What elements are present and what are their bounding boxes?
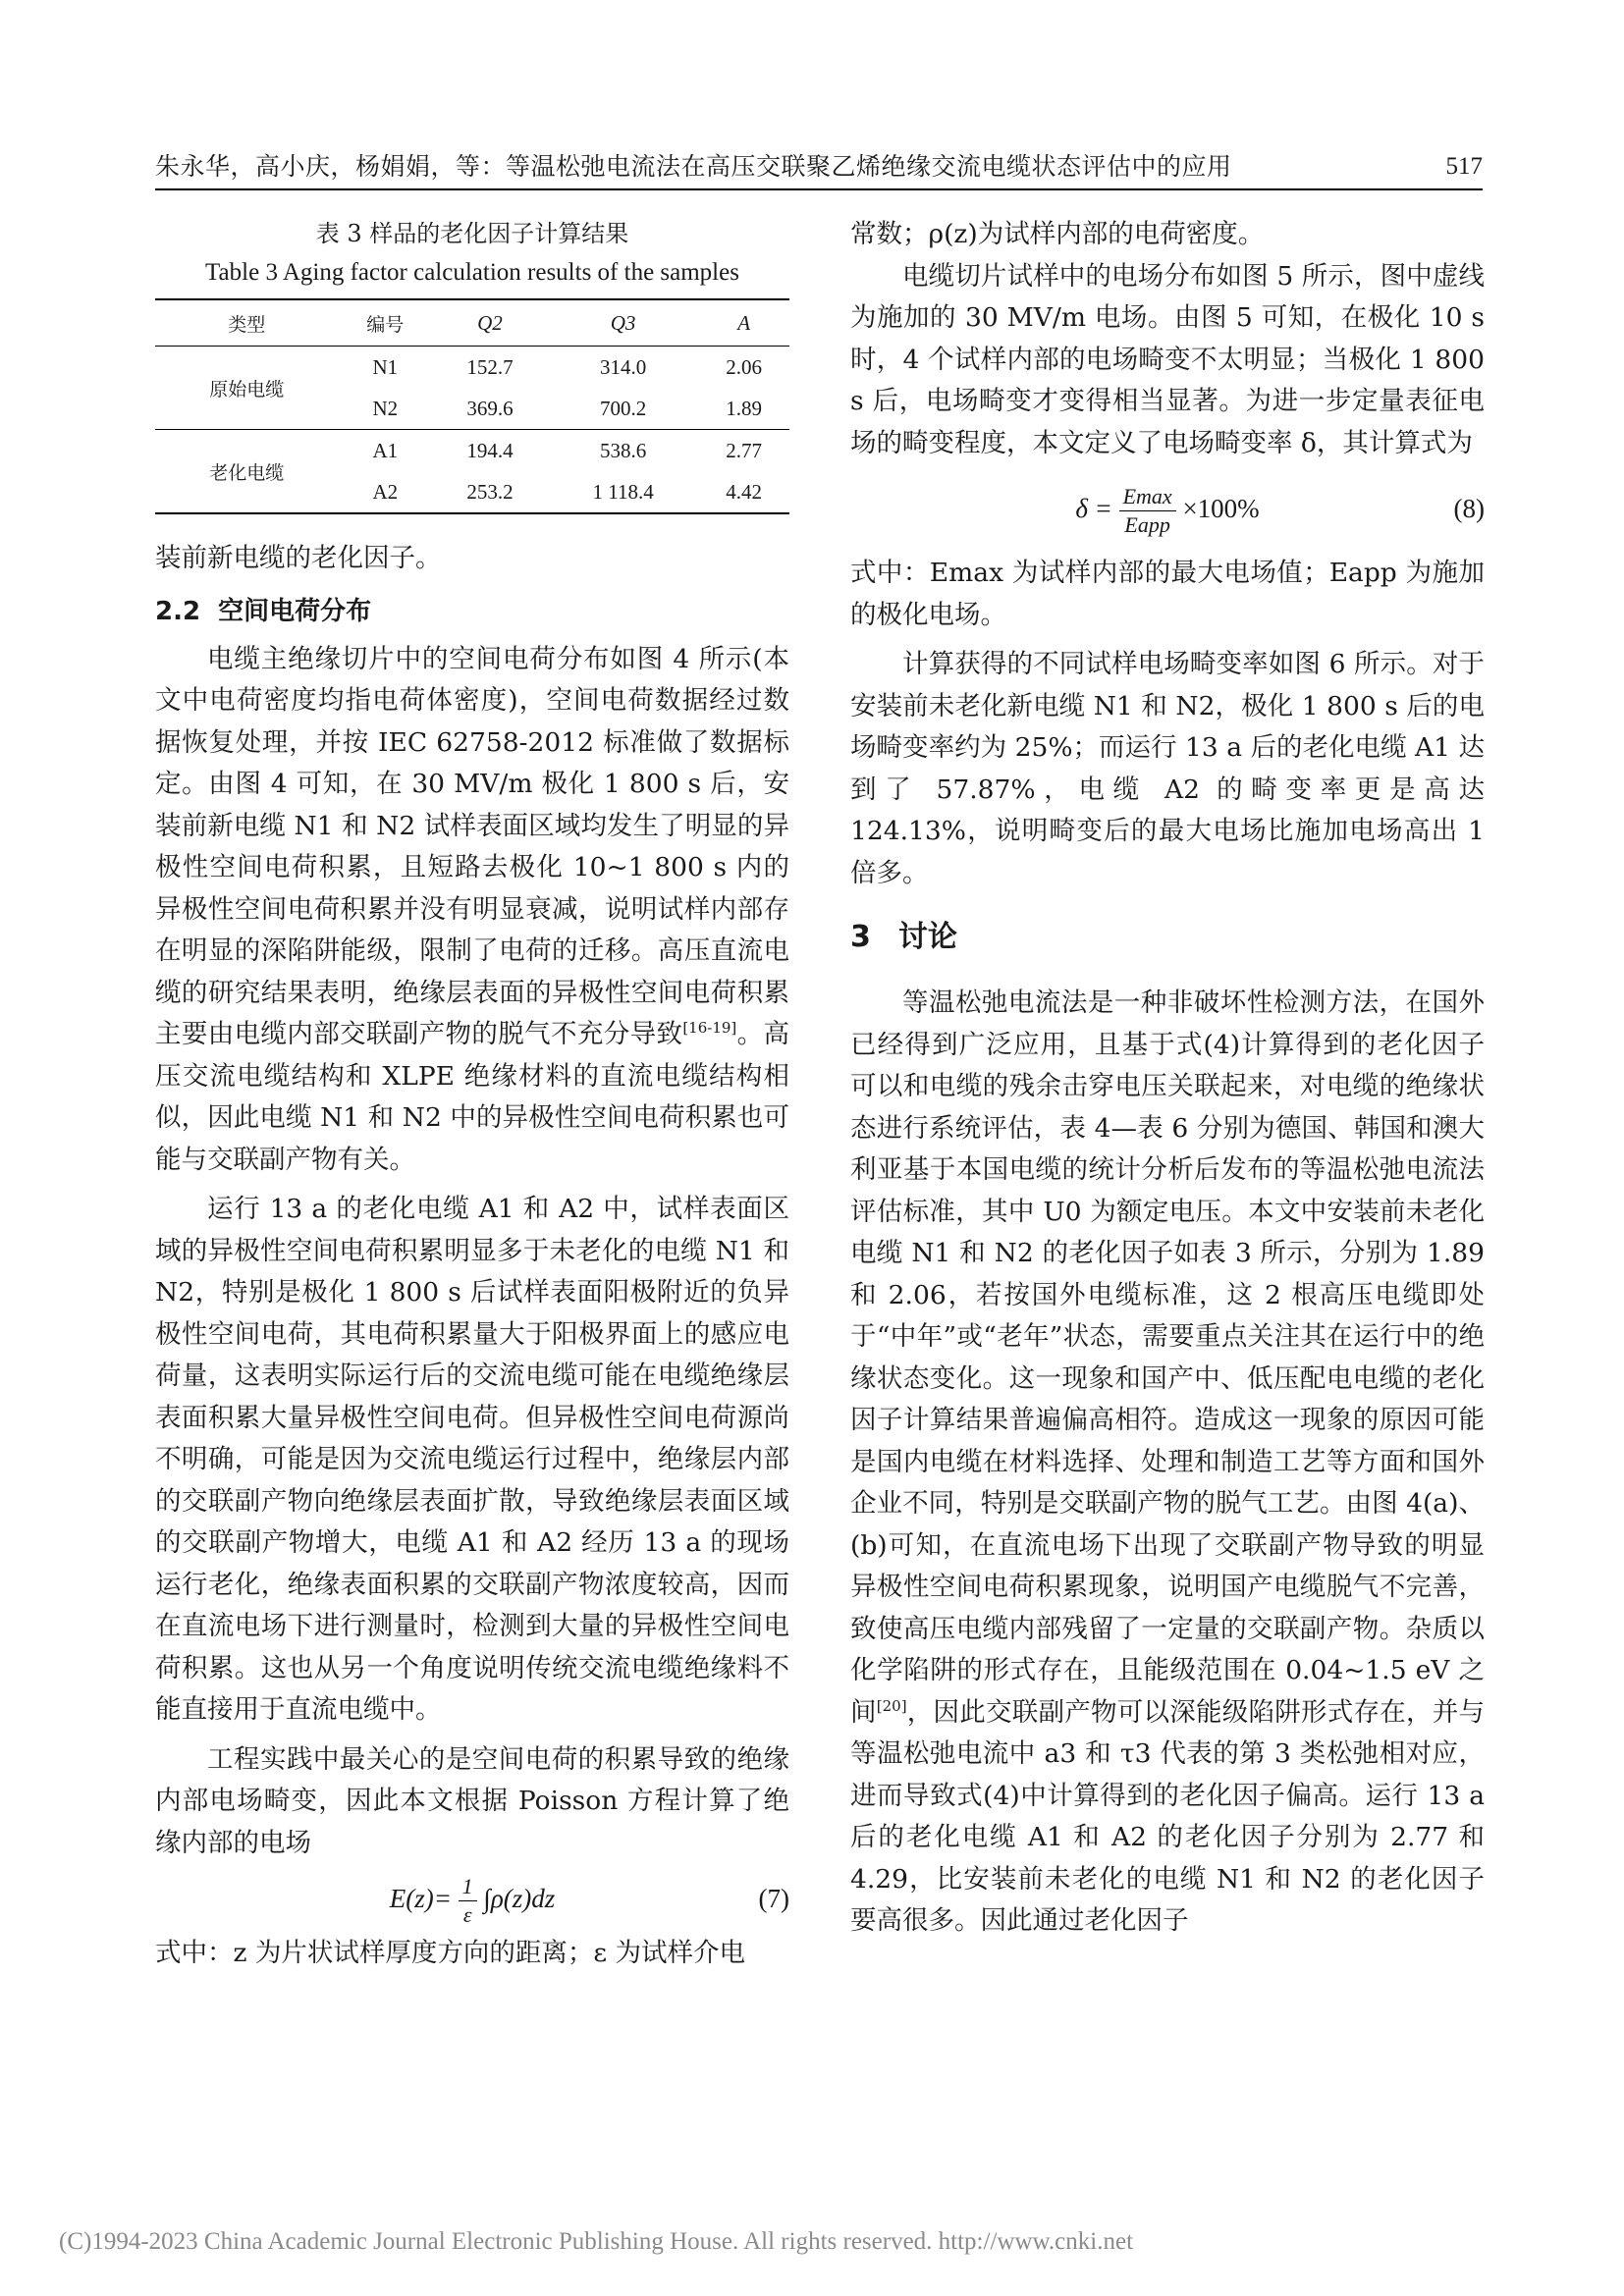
paragraph: 电缆切片试样中的电场分布如图 5 所示，图中虚线为施加的 30 MV/m 电场。由图 5 可知，在极化 10 s 时，4 个试样内部的电场畸变不太明显；当极化 1 800 s 后，电场畸变才变得相当显著。为进一步定量表征电场的畸变程度，本文定义了电场畸变率 δ，其计算式为 [850,260,1485,458]
fraction-numerator: 1 [459,1873,477,1901]
table3-caption-en: Table 3 Aging factor calculation results of the samples [205,259,739,286]
col-header-q2 [432,299,548,347]
equation-rhs: ∫ρ(z)dz [483,1884,556,1913]
paragraph: 计算获得的不同试样电场畸变率如图 6 所示。对于安装前未老化新电缆 N1 和 N2，极化 1 800 s 后的电场畸变率约为 25%；而运行 13 a 后的老化电缆 A1 达到了 57.87%，电缆 A2 的畸变率更是高达 124.13%，说明畸变后的最大电场比施加电场高出 1 倍多。 [850,649,1485,888]
section-heading-3 [850,912,1485,963]
cell-q3: 538.6 [599,438,647,462]
equation-body [850,474,1485,543]
cell-a: 1.89 [698,388,789,430]
equation-lhs: E(z)= [389,1884,452,1913]
cell-q2: 152.7 [466,354,514,379]
equation-fraction [1119,483,1176,539]
section-number: 2.2 [155,596,201,626]
equation-number: (8) [1453,494,1485,523]
cell-q2: 369.6 [432,388,548,430]
paragraph: 式中：Emax 为试样内部的最大电场值；Eapp 为施加的极化电场。 [850,558,1485,630]
cell-id: A1 [372,438,399,462]
equation-number: (7) [758,1884,789,1913]
paragraph-text: 等温松弛电流法是一种非破坏性检测方法，在国外已经得到广泛应用，且基于式(4)计算得到的老化因子可以和电缆的残余击穿电压关联起来，对电缆的绝缘状态进行系统评估，表 4—表 6 分别为德国、韩国和澳大利亚基于本国电缆的统计分析后发布的等温松弛电流法评估标准，其中 U0 为额定电压。本文中安装前未老化电缆 N1 和 N2 的老化因子如表 3 所示，分别为 1.89 和 2.06，若按国外电缆标准，这 2 根高压电缆即处于“中年”或“老年”状态，需要重点关注其在运行中的绝缘状态变化。这一现象和国产中、低压配电电缆的老化因子计算结果普遍偏高相符。造成这一现象的原因可能是国内电缆在材料选择、处理和制造工艺等方面和国外企业不同，特别是交联副产物的脱气工艺。由图 4(a)、(b)可知，在直流电场下出现了交联副产物导致的明显异极性空间电荷积累现象，说明国产电缆脱气不完善，致使高压电缆内部残留了一定量的交联副产物。杂质以化学陷阱的形式存在，且能级范围在 0.04~1.5 eV 之间 [850,988,1485,1728]
cell-a: 2.06 [726,354,763,379]
fraction-denominator: ε [462,1902,472,1928]
paragraph-text: 。高压交流电缆结构和 XLPE 绝缘材料的直流电缆结构相似，因此电缆 N1 和 N2 中的异极性空间电荷积累也可能与交联副产物有关。 [155,1019,790,1175]
right-column [850,214,1485,1943]
page-number: 517 [1445,153,1483,180]
cell-q2: 194.4 [466,438,514,462]
header-rule [155,188,1483,190]
cell-q3: 1 118.4 [548,471,699,513]
citation: [20] [876,1696,907,1715]
table-row [155,430,789,472]
paragraph: 工程实践中最关心的是空间电荷的积累导致的绝缘内部电场畸变，因此本文根据 Poisson 方程计算了绝缘内部的电场 [155,1743,789,1858]
citation: [16-19] [682,1019,737,1038]
equation-rhs: ×100% [1182,494,1260,523]
table-row [155,347,789,389]
table3-caption-cn: 表 3 样品的老化因子计算结果 [315,220,629,247]
equation-body [155,1864,789,1933]
table-header-row [155,299,789,347]
col-header-a [698,299,789,347]
paragraph-text: 电缆主绝缘切片中的空间电荷分布如图 4 所示(本文中电荷密度均指电荷体密度)，空间电荷数据经过数据恢复处理，并按 IEC 62758-2012 标准做了数据标定。由图 4 可知，在 30 MV/m 极化 1 800 s 后，安装前新电缆 N1 和 N2 试样表面区域均发生了明显的异极性空间电荷积累，且短路去极化 10~1 800 s 内的异极性空间电荷积累并没有明显衰减，说明试样内部存在明显的深陷阱能级，限制了电荷的迁移。高压直流电缆的研究结果表明，绝缘层表面的异极性空间电荷积累主要由电缆内部交联副产物的脱气不充分导致 [155,643,789,1049]
cell-id: N1 [372,354,399,379]
section-title: 空间电荷分布 [218,596,372,626]
col-header-q2-text: Q2 [477,310,503,335]
col-header-q3-text: Q3 [610,310,636,335]
equation-7 [155,1864,789,1933]
paragraph: 式中：z 为片状试样厚度方向的距离；ε 为试样介电 [155,1938,746,1968]
col-header-type: 类型 [155,299,338,347]
col-header-id: 编号 [338,299,432,347]
col-header-a-text: A [737,310,751,335]
equation-8 [850,474,1485,543]
paragraph [850,983,1485,1943]
cell-id: A2 [338,471,432,513]
paragraph-carryover: 常数；ρ(z)为试样内部的电荷密度。 [850,219,1265,249]
fraction-denominator: Eapp [1124,512,1170,538]
cell-q2: 253.2 [432,471,548,513]
equation-lhs: δ = [1075,494,1112,523]
paragraph-carryover: 装前新电缆的老化因子。 [155,543,442,573]
paragraph-text: ，因此交联副产物可以深能级陷阱形式存在，并与等温松弛电流中 a3 和 τ3 代表的第 3 类松弛相对应，进而导致式(4)中计算得到的老化因子偏高。运行 13 a 后的老化电缆 A1 和 A2 的老化因子分别为 2.77 和 4.29，比安装前未老化的电缆 N1 和 N2 的老化因子要高很多。因此通过老化因子 [850,1696,1486,1936]
section-title: 讨论 [897,920,957,954]
paragraph: 运行 13 a 的老化电缆 A1 和 A2 中，试样表面区域的异极性空间电荷积累明显多于未老化的电缆 N1 和 N2，特别是极化 1 800 s 后试样表面阳极附近的负异极性空间电荷，其电荷积累量大于阳极界面上的感应电荷量，这表明实际运行后的交流电缆可能在电缆绝缘层表面积累大量异极性空间电荷。但异极性空间电荷源尚不明确，可能是因为交流电缆运行过程中，绝缘层内部的交联副产物向绝缘层表面扩散，导致绝缘层表面区域的交联副产物增大，电缆 A1 和 A2 经历 13 a 的现场运行老化，绝缘表面积累的交联副产物浓度较高，因而在直流电场下进行测量时，检测到大量的异极性空间电荷积累。这也从另一个角度说明传统交流电缆绝缘料不能直接用于直流电缆中。 [155,1194,789,1725]
table3 [155,298,789,514]
running-title: 朱永华，高小庆，杨娟娟，等：等温松弛电流法在高压交联聚乙烯绝缘交流电缆状态评估中的应用 [155,152,1232,181]
cell-a: 2.77 [726,438,763,462]
left-column [155,214,789,1975]
running-header [155,147,1483,187]
cell-id: N2 [338,388,432,430]
group-type-original: 原始电缆 [155,347,338,430]
section-number: 3 [850,920,871,954]
fraction-numerator: Emax [1119,483,1176,511]
cell-q3: 314.0 [599,354,647,379]
section-heading-2-2 [155,590,789,633]
paragraph [155,639,789,1182]
group-type-aged: 老化电缆 [155,430,338,514]
equation-fraction [459,1873,477,1929]
cell-a: 4.42 [698,471,789,513]
copyright-footer: (C)1994-2023 China Academic Journal Electronic Publishing House. All rights reserved. http://www.cnki.net [59,2228,1134,2255]
cell-q3: 700.2 [548,388,699,430]
col-header-q3 [548,299,699,347]
